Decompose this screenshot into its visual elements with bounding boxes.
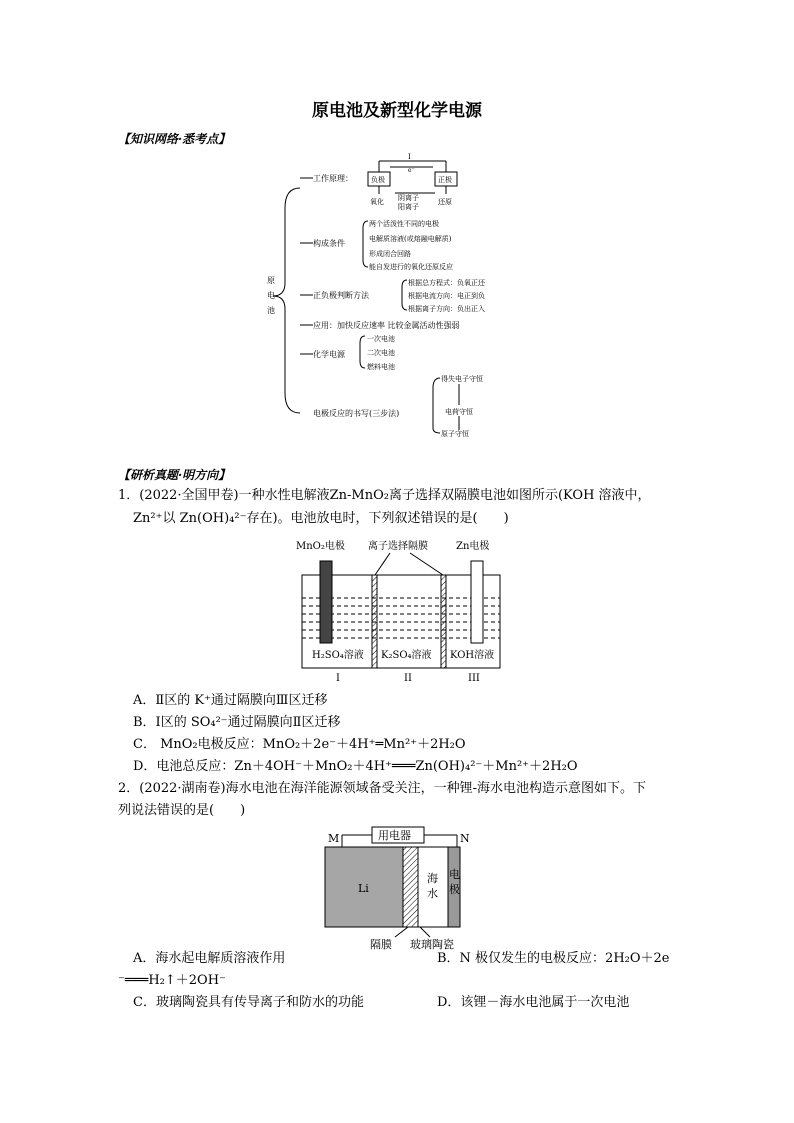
anion-label: 阴离子 [398, 194, 419, 202]
n-terminal-label: N [460, 832, 470, 845]
q1-option-c: C． MnO₂电极反应：MnO₂＋2e⁻＋4H⁺═Mn²⁺＋2H₂O [133, 737, 466, 752]
electrode-label-2: 极 [449, 883, 460, 896]
source-item-1: 一次电池 [367, 335, 395, 343]
source-item-2: 二次电池 [367, 349, 395, 357]
q2-stem-line1: 2．(2022·湖南卷)海水电池在海洋能源领域备受关注，一种锂-海水电池构造示意图如下。下 [118, 781, 647, 796]
section-exam-analysis: 【研析真题·明方向】 [118, 468, 231, 482]
chem-source-label: 化学电源 [313, 350, 345, 359]
electron-label: e⁻ [408, 167, 415, 174]
application-label: 应用：加快反应速率 比较金属活动性强弱 [313, 321, 460, 330]
q2-option-c: C．玻璃陶瓷具有传导离子和防水的功能 [133, 995, 364, 1010]
membrane-label: 隔膜 [370, 938, 392, 951]
seawater-label-2: 水 [427, 887, 438, 900]
q1-stem-line2: Zn²⁺以 Zn(OH)₄²⁻存在)。电池放电时，下列叙述错误的是( ) [133, 511, 509, 526]
m-terminal-label: M [328, 832, 340, 845]
current-label: I [408, 153, 411, 161]
oxidation-label: 氧化 [370, 198, 384, 206]
judge-item-2: 根据电流方向：电正到负 [408, 292, 485, 300]
cation-label: 阳离子 [398, 203, 419, 211]
judge-label: 正负极判断方法 [313, 291, 369, 300]
zn-electrode-label: Zn电极 [456, 541, 490, 552]
q1-option-a: A．Ⅱ区的 K⁺通过隔膜向Ⅲ区迁移 [133, 693, 328, 708]
mindmap-diagram [255, 148, 515, 438]
flow-item-2: 电荷守恒 [445, 408, 473, 416]
zone-3-label: III [468, 673, 480, 684]
q1-option-d: D．电池总反应：Zn＋4OH⁻＋MnO₂＋4H⁺═══Zn(OH)₄²⁻＋Mn²⁺＋2H₂O [133, 759, 578, 774]
flow-item-1: 得失电子守恒 [441, 375, 483, 383]
q2-option-a: A．海水起电解质溶液作用 [133, 951, 286, 966]
neg-electrode-label: 负极 [371, 176, 385, 184]
q1-stem-line1: 1．(2022·全国甲卷)一种水性电解液Zn-MnO₂离子选择双隔膜电池如图所示(KOH 溶液中， [118, 488, 651, 503]
ion-membrane-label: 离子选择隔膜 [368, 541, 428, 552]
zone-2-label: II [404, 673, 412, 684]
k2so4-label: K₂SO₄溶液 [381, 650, 432, 661]
judge-item-1: 根据总方程式：负氧正还 [408, 279, 485, 287]
reduction-label: 还原 [438, 198, 452, 206]
work-principle-label: 工作原理： [313, 174, 353, 183]
h2so4-label: H₂SO₄溶液 [312, 650, 364, 661]
cond-item-3: 形成闭合回路 [369, 250, 411, 258]
device-label: 用电器 [378, 829, 411, 842]
cond-item-1: 两个活泼性不同的电极 [369, 220, 439, 228]
section-knowledge-network: 【知识网络·悉考点】 [118, 132, 231, 146]
q2-option-d: D．该锂－海水电池属于一次电池 [437, 995, 630, 1010]
mindmap-root-1: 原 [267, 276, 275, 285]
q2-option-b: B．N 极仅发生的电极反应：2H₂O＋2e [437, 951, 670, 966]
q2-stem-line2: 列说法错误的是( ) [118, 803, 246, 818]
mindmap-root-2: 电 [267, 291, 275, 300]
three-step-label: 电极反应的书写(三步法) [313, 409, 400, 418]
conditions-label: 构成条件 [313, 239, 345, 248]
electrode-label-1: 电 [449, 868, 460, 881]
glass-ceramic-label: 玻璃陶瓷 [410, 938, 454, 951]
zone-1-label: I [336, 673, 340, 684]
source-item-3: 燃料电池 [367, 363, 395, 371]
koh-label: KOH溶液 [450, 650, 495, 661]
mindmap-root-3: 池 [267, 306, 275, 315]
q1-cell-diagram [290, 533, 510, 683]
page-title: 原电池及新型化学电源 [312, 101, 482, 121]
judge-item-3: 根据离子方向：负出正入 [408, 305, 485, 313]
q2-battery-diagram [320, 820, 480, 950]
cond-item-4: 能自发进行的氧化还原反应 [369, 263, 453, 271]
pos-electrode-label: 正极 [438, 176, 452, 184]
li-label: Li [358, 882, 369, 895]
cond-item-2: 电解质溶液(或熔融电解质) [369, 235, 452, 243]
q1-option-b: B．Ⅰ区的 SO₄²⁻通过隔膜向Ⅱ区迁移 [133, 715, 341, 730]
flow-item-3: 原子守恒 [441, 430, 469, 438]
q2-option-b-cont: ⁻═══H₂↑＋2OH⁻ [118, 973, 226, 988]
mno2-electrode-label: MnO₂电极 [296, 541, 345, 552]
seawater-label-1: 海 [427, 872, 438, 885]
